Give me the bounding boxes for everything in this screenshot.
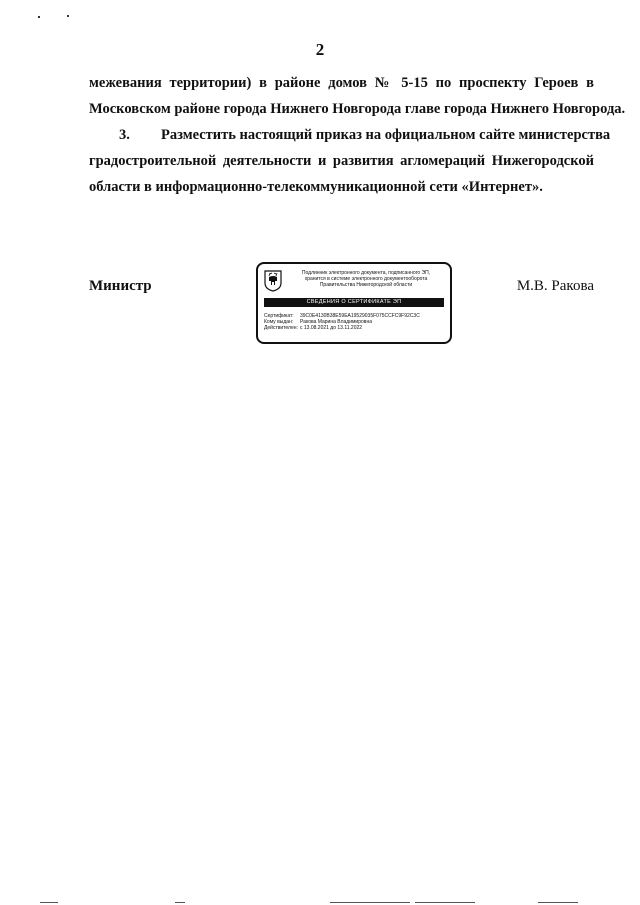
paragraph-line: области в информационно-телекоммуникационной сети «Интернет». [89, 179, 543, 195]
paragraph-line-numbered [89, 122, 611, 148]
scan-edge-line [330, 902, 410, 903]
deer-coat-of-arms-icon [264, 270, 282, 292]
stamp-cert-label: Сертификат: [264, 313, 294, 319]
scan-edge-line [538, 902, 578, 903]
stamp-issued-value: Ракова Марина Владимировна [300, 319, 372, 325]
stamp-header-line: Правительства Нижегородской области [319, 282, 413, 288]
stamp-header [286, 270, 446, 288]
stamp-header-line: хранится в системе электронного документооборота [304, 276, 428, 282]
paragraph-text: Разместить настоящий приказ на официальном сайте министерства [161, 127, 611, 143]
scan-speck [38, 16, 40, 18]
page-number: 2 [315, 40, 325, 59]
paragraph-line: градостроительной деятельности и развития агломераций Нижегородской [89, 153, 594, 169]
scan-speck [67, 15, 69, 17]
stamp-certificate-bar: СВЕДЕНИЯ О СЕРТИФИКАТЕ ЭП [264, 298, 444, 307]
scan-edge-line [415, 902, 475, 903]
item-number: 3. [119, 127, 130, 143]
stamp-cert-value: 39C0E4130B38E59EA19529035F075CCFC9F92C3C [300, 313, 420, 319]
paragraph-line: межевания территории) в районе домов № 5-15 по проспекту Героев в [89, 75, 594, 91]
signatory-name: М.В. Ракова [516, 278, 594, 294]
scan-edge-line [175, 902, 185, 903]
paragraph-line: Московском районе города Нижнего Новгорода главе города Нижнего Новгорода. [89, 101, 626, 117]
stamp-valid-value: с 13.08.2021 до 13.11.2022 [300, 325, 363, 331]
stamp-certificate-details [264, 313, 448, 331]
stamp-header-line: Подлинник электронного документа, подписанного ЭП, [301, 270, 431, 276]
electronic-signature-stamp [256, 262, 452, 344]
stamp-valid-row [264, 325, 448, 331]
stamp-issued-label: Кому выдан: [264, 319, 294, 325]
signatory-title: Министр [89, 278, 152, 294]
stamp-valid-label: Действителен: [264, 325, 298, 331]
scan-edge-line [40, 902, 58, 903]
document-body [89, 70, 626, 200]
